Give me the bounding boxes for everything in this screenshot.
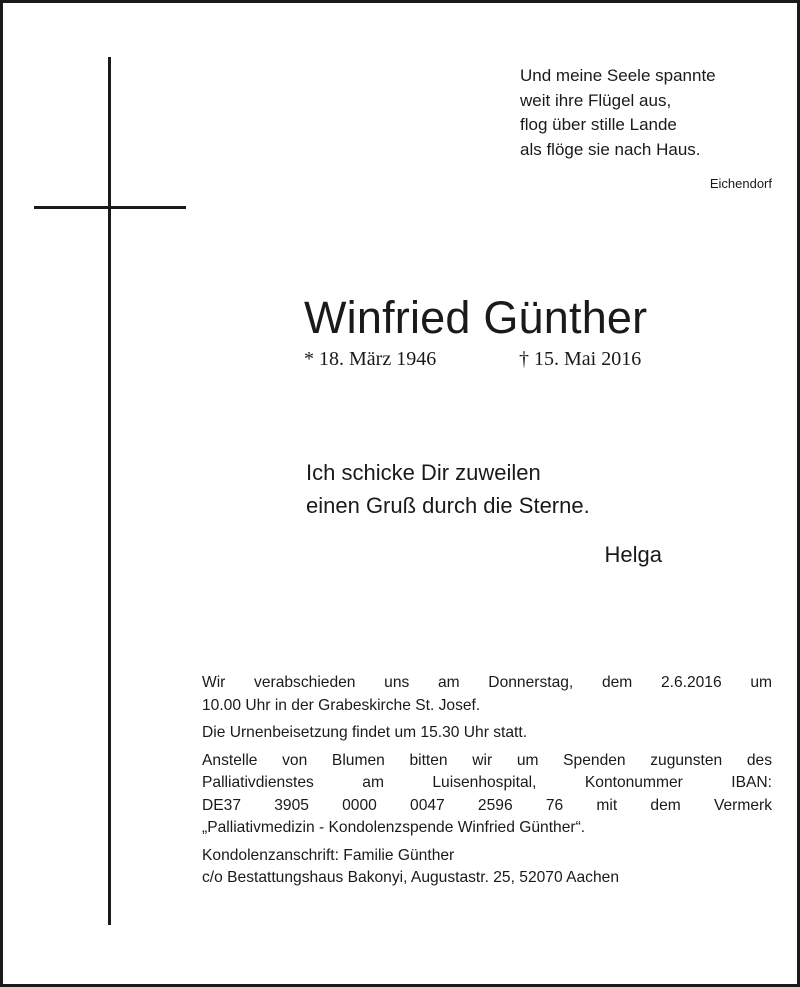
service-details xyxy=(202,672,772,895)
deceased-name: Winfried Günther xyxy=(304,292,648,343)
cross-vertical-bar xyxy=(108,57,111,925)
text-line: 10.00 Uhr in der Grabeskirche St. Josef. xyxy=(202,696,481,714)
quote-line: einen Gruß durch die Sterne. xyxy=(306,493,590,518)
birth-date: * 18. März 1946 xyxy=(304,348,437,370)
text-line: Kondolenzanschrift: Familie Günther xyxy=(202,846,455,864)
signature: Helga xyxy=(604,542,662,567)
urn-paragraph xyxy=(202,722,772,745)
donation-paragraph xyxy=(202,750,772,840)
poem-line: flog über stille Lande xyxy=(520,115,677,134)
address-paragraph xyxy=(202,845,772,890)
poem-line: weit ihre Flügel aus, xyxy=(520,90,672,110)
text-line: DE37 3905 0000 0047 2596 76 mit dem Vermerk xyxy=(202,796,772,814)
farewell-quote xyxy=(306,456,590,522)
farewell-paragraph xyxy=(202,672,772,717)
text-line: Anstelle von Blumen bitten wir um Spenden zugunsten des xyxy=(202,751,772,769)
poem-line: als flöge sie nach Haus. xyxy=(520,139,701,159)
text-line: Palliativdienstes am Luisenhospital, Kontonummer IBAN: xyxy=(202,774,772,791)
poem-author: Eichendorf xyxy=(709,176,772,191)
text-line: Die Urnenbeisetzung findet um 15.30 Uhr statt. xyxy=(202,724,528,741)
poem xyxy=(520,64,780,162)
death-date: † 15. Mai 2016 xyxy=(519,348,642,370)
text-line: „Palliativmedizin - Kondolenzspende Winfried Günther“. xyxy=(202,819,586,836)
cross-horizontal-bar xyxy=(34,206,186,209)
quote-line: Ich schicke Dir zuweilen xyxy=(306,460,541,485)
poem-line: Und meine Seele spannte xyxy=(520,66,716,85)
text-line: c/o Bestattungshaus Bakonyi, Augustastr. 25, 52070 Aachen xyxy=(202,869,619,886)
text-line: Wir verabschieden uns am Donnerstag, dem 2.6.2016 um xyxy=(202,674,772,691)
